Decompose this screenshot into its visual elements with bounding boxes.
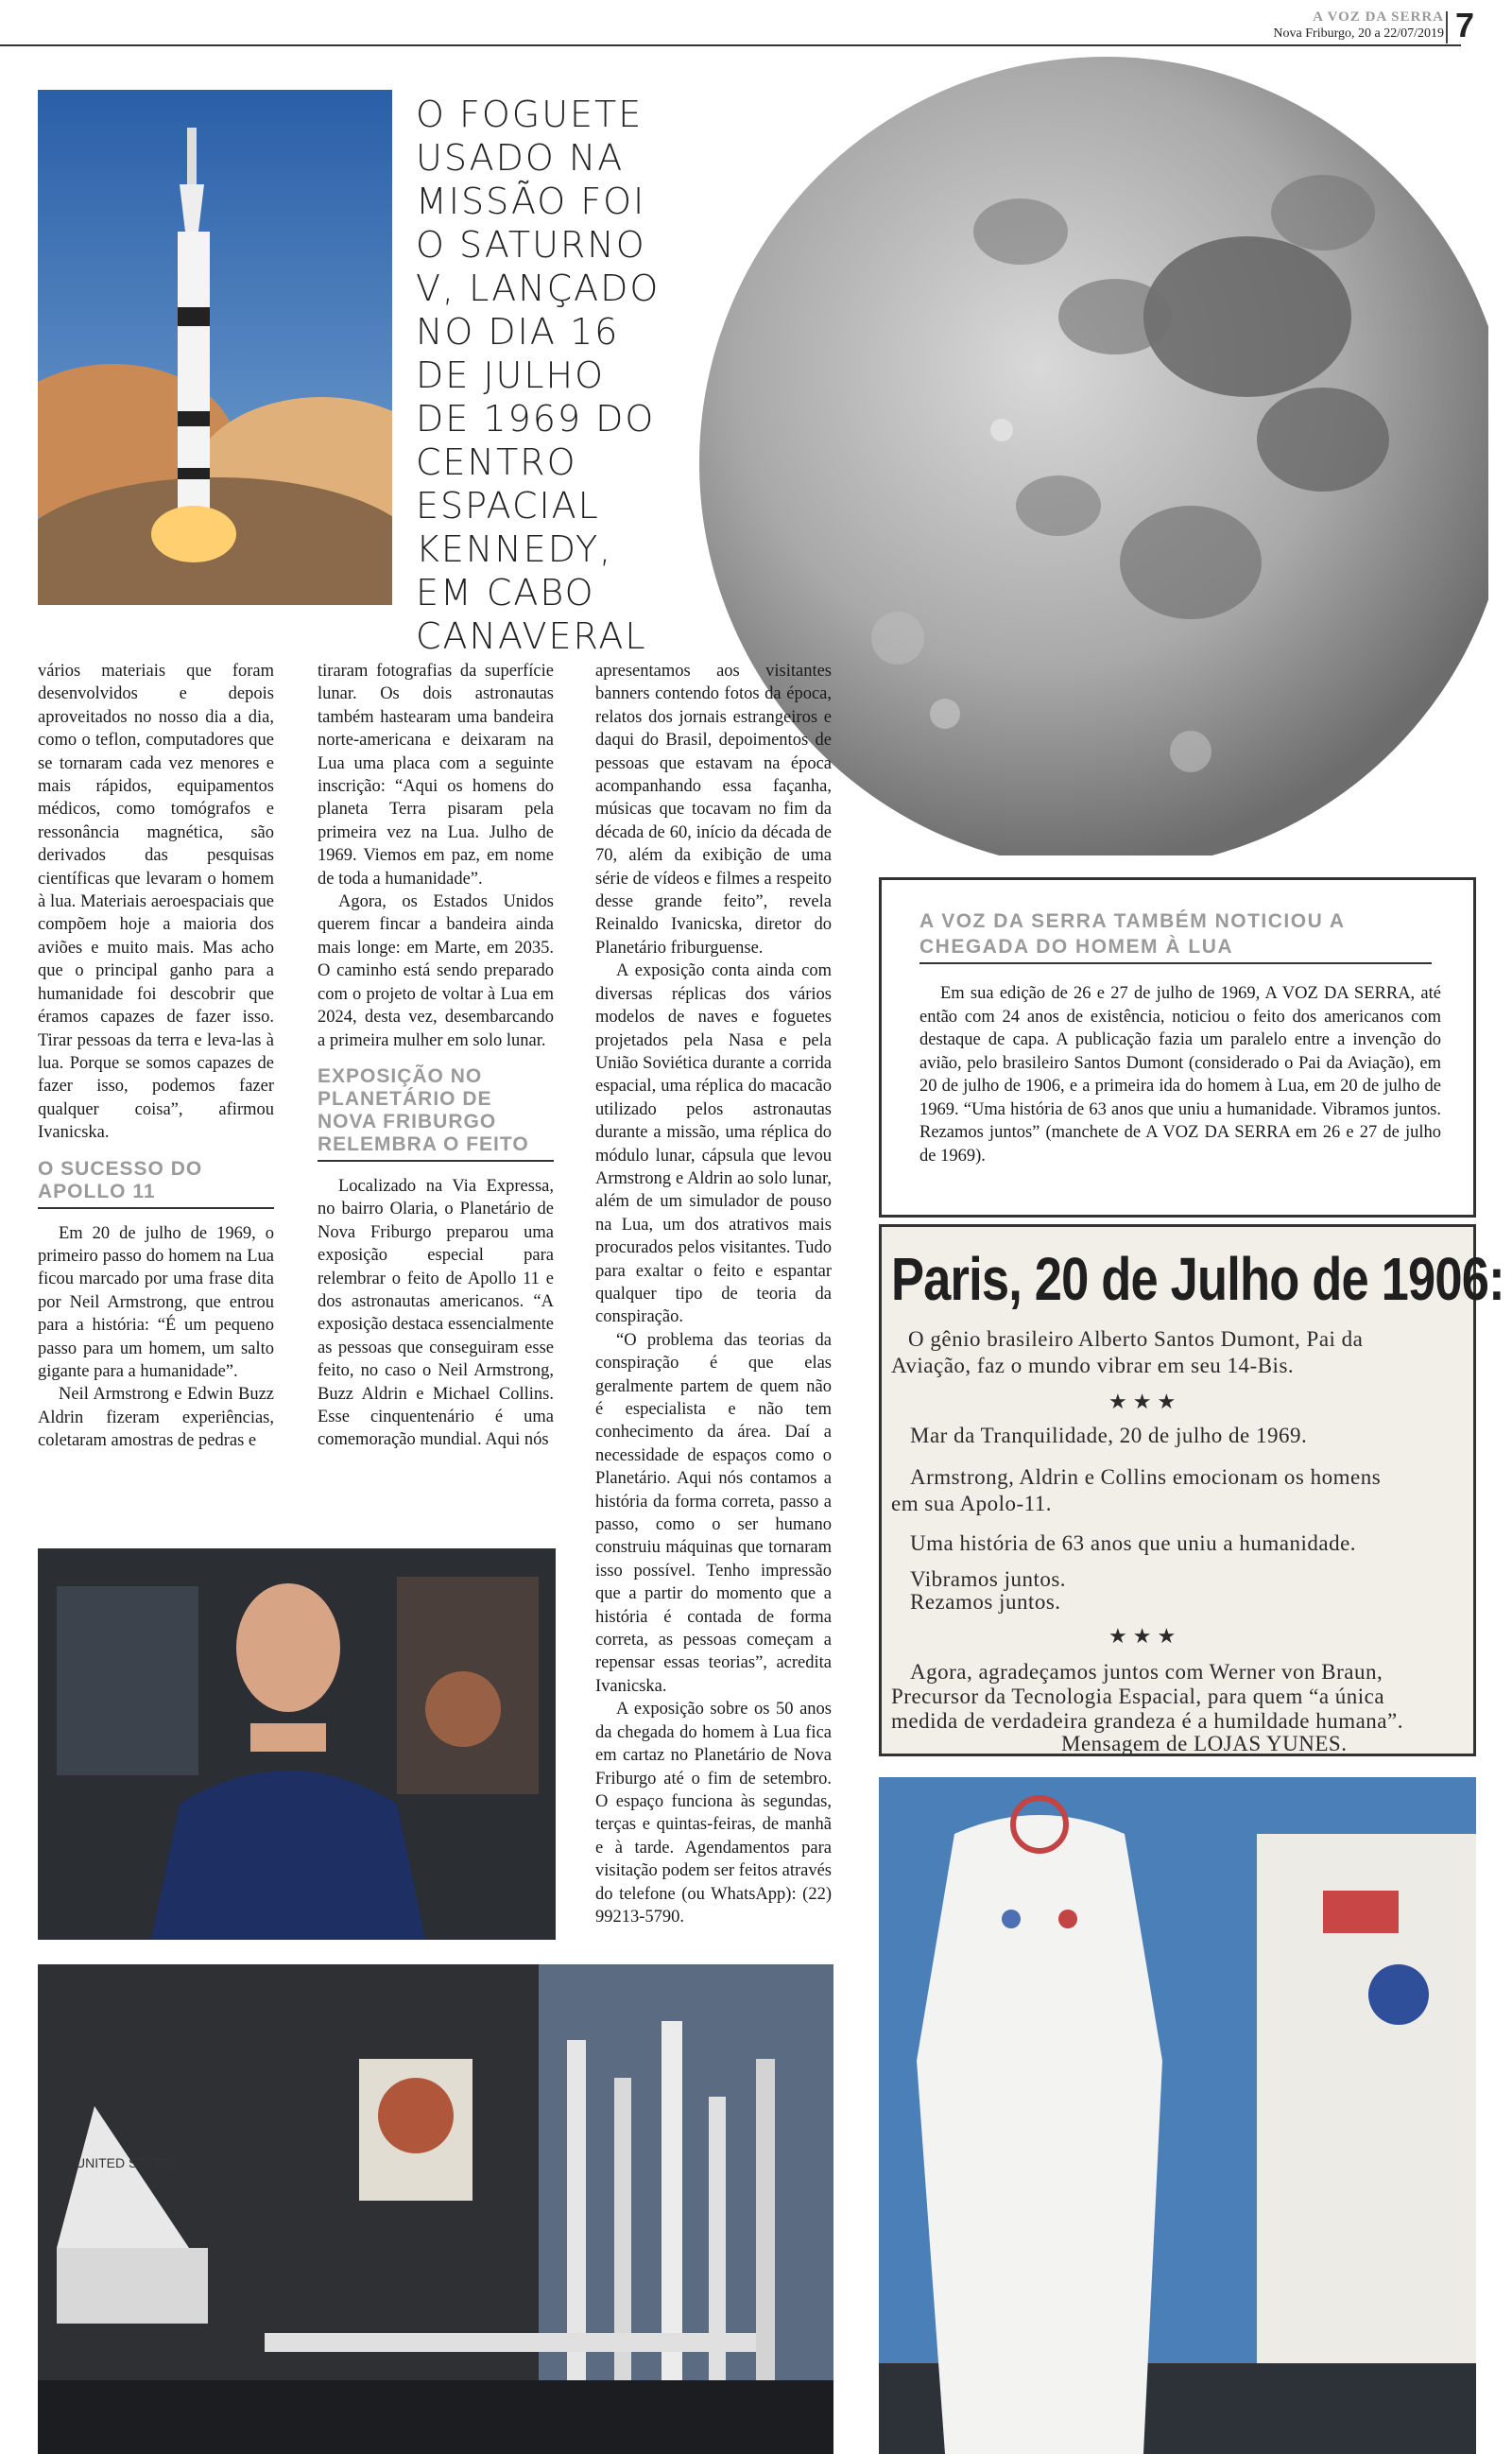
- rocket-launch-photo: [38, 90, 392, 605]
- sidebar-box: [879, 877, 1476, 1218]
- paragraph: tiraram fotografias da superfície lunar. Os dois astronautas também hastearam uma bandeira norte-americana e deixaram na Lua uma placa com a seguinte inscrição: “Aqui os homens do planeta Terra pisaram pela primeira vez na Lua. Julho de 1969. Viemos em paz, em nome de toda a humanidade”.: [318, 662, 554, 889]
- clipping-line: em sua Apolo-11.: [891, 1492, 1053, 1515]
- clipping-line: Armstrong, Aldrin e Collins emocionam os homens: [910, 1465, 1382, 1489]
- clipping-line: Mar da Tranquilidade, 20 de julho de 1969.: [910, 1424, 1308, 1447]
- clipping-line: Uma história de 63 anos que uniu a humanidade.: [910, 1531, 1357, 1555]
- clipping-line: Vibramos juntos.: [910, 1567, 1067, 1591]
- clipping-line: Agora, agradeçamos juntos com Werner von Braun,: [910, 1660, 1383, 1684]
- clipping-line: Mensagem de LOJAS YUNES.: [1061, 1732, 1348, 1755]
- subheading: EXPOSIÇÃO NO PLANETÁRIO DE NOVA FRIBURGO RELEMBRA O FEITO: [318, 1065, 554, 1162]
- director-portrait-photo: [38, 1548, 556, 1940]
- paragraph: vários materiais que foram desenvolvidos e depois aproveitados no nosso dia a dia, como o teflon, computadores que se tornaram cada vez menores e mais rápidos, equipamentos médicos, como tomógrafos e ressonância magnética, são derivados das pesquisas científicas que levaram o homem à lua. Materiais aeroespaciais que compõem hoje a maioria dos aviões e muito mais. Mas acho que o principal ganho para a humanidade foi descobrir que éramos capazes de fazer isso. Tirar pessoas da terra e leva-las à lua. Porque se somos capazes de fazer isso, podemos fazer qualquer coisa”, afirmou Ivanicska.: [38, 662, 274, 1143]
- clipping-line: medida de verdadeira grandeza é a humildade humana”.: [891, 1709, 1403, 1733]
- capsule-label: UNITED STATES: [76, 2155, 179, 2170]
- clipping-line: O gênio brasileiro Alberto Santos Dumont, Pai da: [908, 1327, 1364, 1351]
- space-suit-photo: [879, 1777, 1476, 2454]
- clipping-line: Rezamos juntos.: [910, 1590, 1061, 1614]
- newspaper-name: A VOZ DA SERRA: [1313, 9, 1444, 25]
- newspaper-clipping: [879, 1224, 1504, 1756]
- clipping-line: Precursor da Tecnologia Espacial, para quem “a única: [891, 1685, 1385, 1708]
- paragraph: Em 20 de julho de 1969, o primeiro passo do homem na Lua ficou marcado por uma frase dita por Neil Armstrong, que entrou para a história: “É um pequeno passo para um homem, um salto gigante para a humanidade”.: [38, 1223, 274, 1381]
- box-text: Em sua edição de 26 e 27 de julho de 1969, A VOZ DA SERRA, até então com 24 anos de existência, noticiou o feito dos americanos com destaque de capa. A publicação fazia um paralelo entre a invenção do avião, pelo brasileiro Santos Dumont (considerado o Pai da Aviação), em 20 de julho de 1906, e a primeira ida do homem à Lua, em 20 de julho de 1969. “Uma história de 63 anos que uniu a humanidade. Vibramos juntos. Rezamos juntos” (manchete de A VOZ DA SERRA em 26 e 27 de julho de 1969).: [919, 984, 1441, 1166]
- box-title: A VOZ DA SERRA TAMBÉM NOTICIOU A CHEGADA DO HOMEM À LUA: [919, 908, 1432, 964]
- exhibition-photo: [38, 1964, 833, 2454]
- paragraph: A exposição sobre os 50 anos da chegada do homem à Lua fica em cartaz no Planetário de Nova Friburgo até o fim de setembro. O espaço funciona às segundas, terças e quintas-feiras, de manhã e à tarde. Agendamentos para visitação podem ser feitos através do telefone (ou WhatsApp): (22) 99213-5790.: [595, 1700, 832, 1927]
- paragraph: Localizado na Via Expressa, no bairro Olaria, o Planetário de Nova Friburgo preparou uma exposição especial para relembrar o feito de Apollo 11 e dos astronautas americanos. “A exposição destaca essencialmente as pessoas que conseguiram esse feito, no caso o Neil Armstrong, Buzz Aldrin e Michael Collins. Esse cinquentenário é uma comemoração mundial. Aqui nós: [318, 1176, 554, 1450]
- clipping-title: Paris, 20 de Julho de 1906:: [891, 1245, 1504, 1313]
- article-column-3: [595, 660, 832, 1928]
- clipping-stars: ★★★: [1108, 1390, 1182, 1413]
- paragraph: A exposição conta ainda com diversas réplicas dos vários modelos de naves e foguetes projetados pela Nasa e pela União Soviética durante a corrida espacial, uma réplica do macacão utilizado pelos astronautas durante a missão, uma réplica do módulo lunar, cápsula que levou Armstrong e Aldrin ao solo lunar, além de um simulador de pouso na Lua, um dos atrativos mais procurados pelos visitantes. Tudo para exaltar o feito e espantar qualquer tipo de teoria da conspiração.: [595, 961, 832, 1327]
- article-column-2: [318, 660, 554, 1452]
- headline: O FOGUETE USADO NA MISSÃO FOI O SATURNO V, LANÇADO NO DIA 16 DE JULHO DE 1969 DO CENTRO ESPACIAL KENNEDY, EM CABO CANAVERAL: [416, 94, 661, 657]
- paragraph: apresentamos aos visitantes banners contendo fotos da época, relatos dos jornais estrangeiros e daqui do Brasil, depoimentos de pessoas que estavam na época acompanhando essa façanha, músicas que tocavam no fim da década de 60, início da década de 70, além da exibição de uma série de vídeos e filmes a respeito desse grande feito”, revela Reinaldo Ivanicska, diretor do Planetário friburguense.: [595, 662, 832, 958]
- article-column-1: [38, 660, 274, 1453]
- clipping-stars: ★★★: [1108, 1624, 1182, 1648]
- subheading: O SUCESSO DO APOLLO 11: [38, 1158, 274, 1209]
- edition-date: Nova Friburgo, 20 a 22/07/2019: [1273, 26, 1444, 41]
- page-number: 7: [1455, 6, 1475, 44]
- paragraph: “O problema das teorias da conspiração é que elas geralmente partem de quem não é especialista e não tem conhecimento da área. Daí a necessidade de espaços como o Planetário. Aqui nós contamos a história da forma correta, passo a passo, como o ser humano construiu máquinas que tornaram isso possível. Tenho impressão que a partir do momento que a história é contada de forma correta, as pessoas começam a repensar essas teorias”, acredita Ivanicska.: [595, 1330, 832, 1696]
- clipping-line: Aviação, faz o mundo vibrar em seu 14-Bis.: [891, 1354, 1295, 1377]
- paragraph: Neil Armstrong e Edwin Buzz Aldrin fizeram experiências, coletaram amostras de pedras e: [38, 1385, 274, 1451]
- paragraph: Agora, os Estados Unidos querem fincar a bandeira ainda mais longe: em Marte, em 2035. O caminho está sendo preparado com o projeto de voltar à Lua em 2024, desta vez, desembarcando a primeira mulher em solo lunar.: [318, 892, 554, 1050]
